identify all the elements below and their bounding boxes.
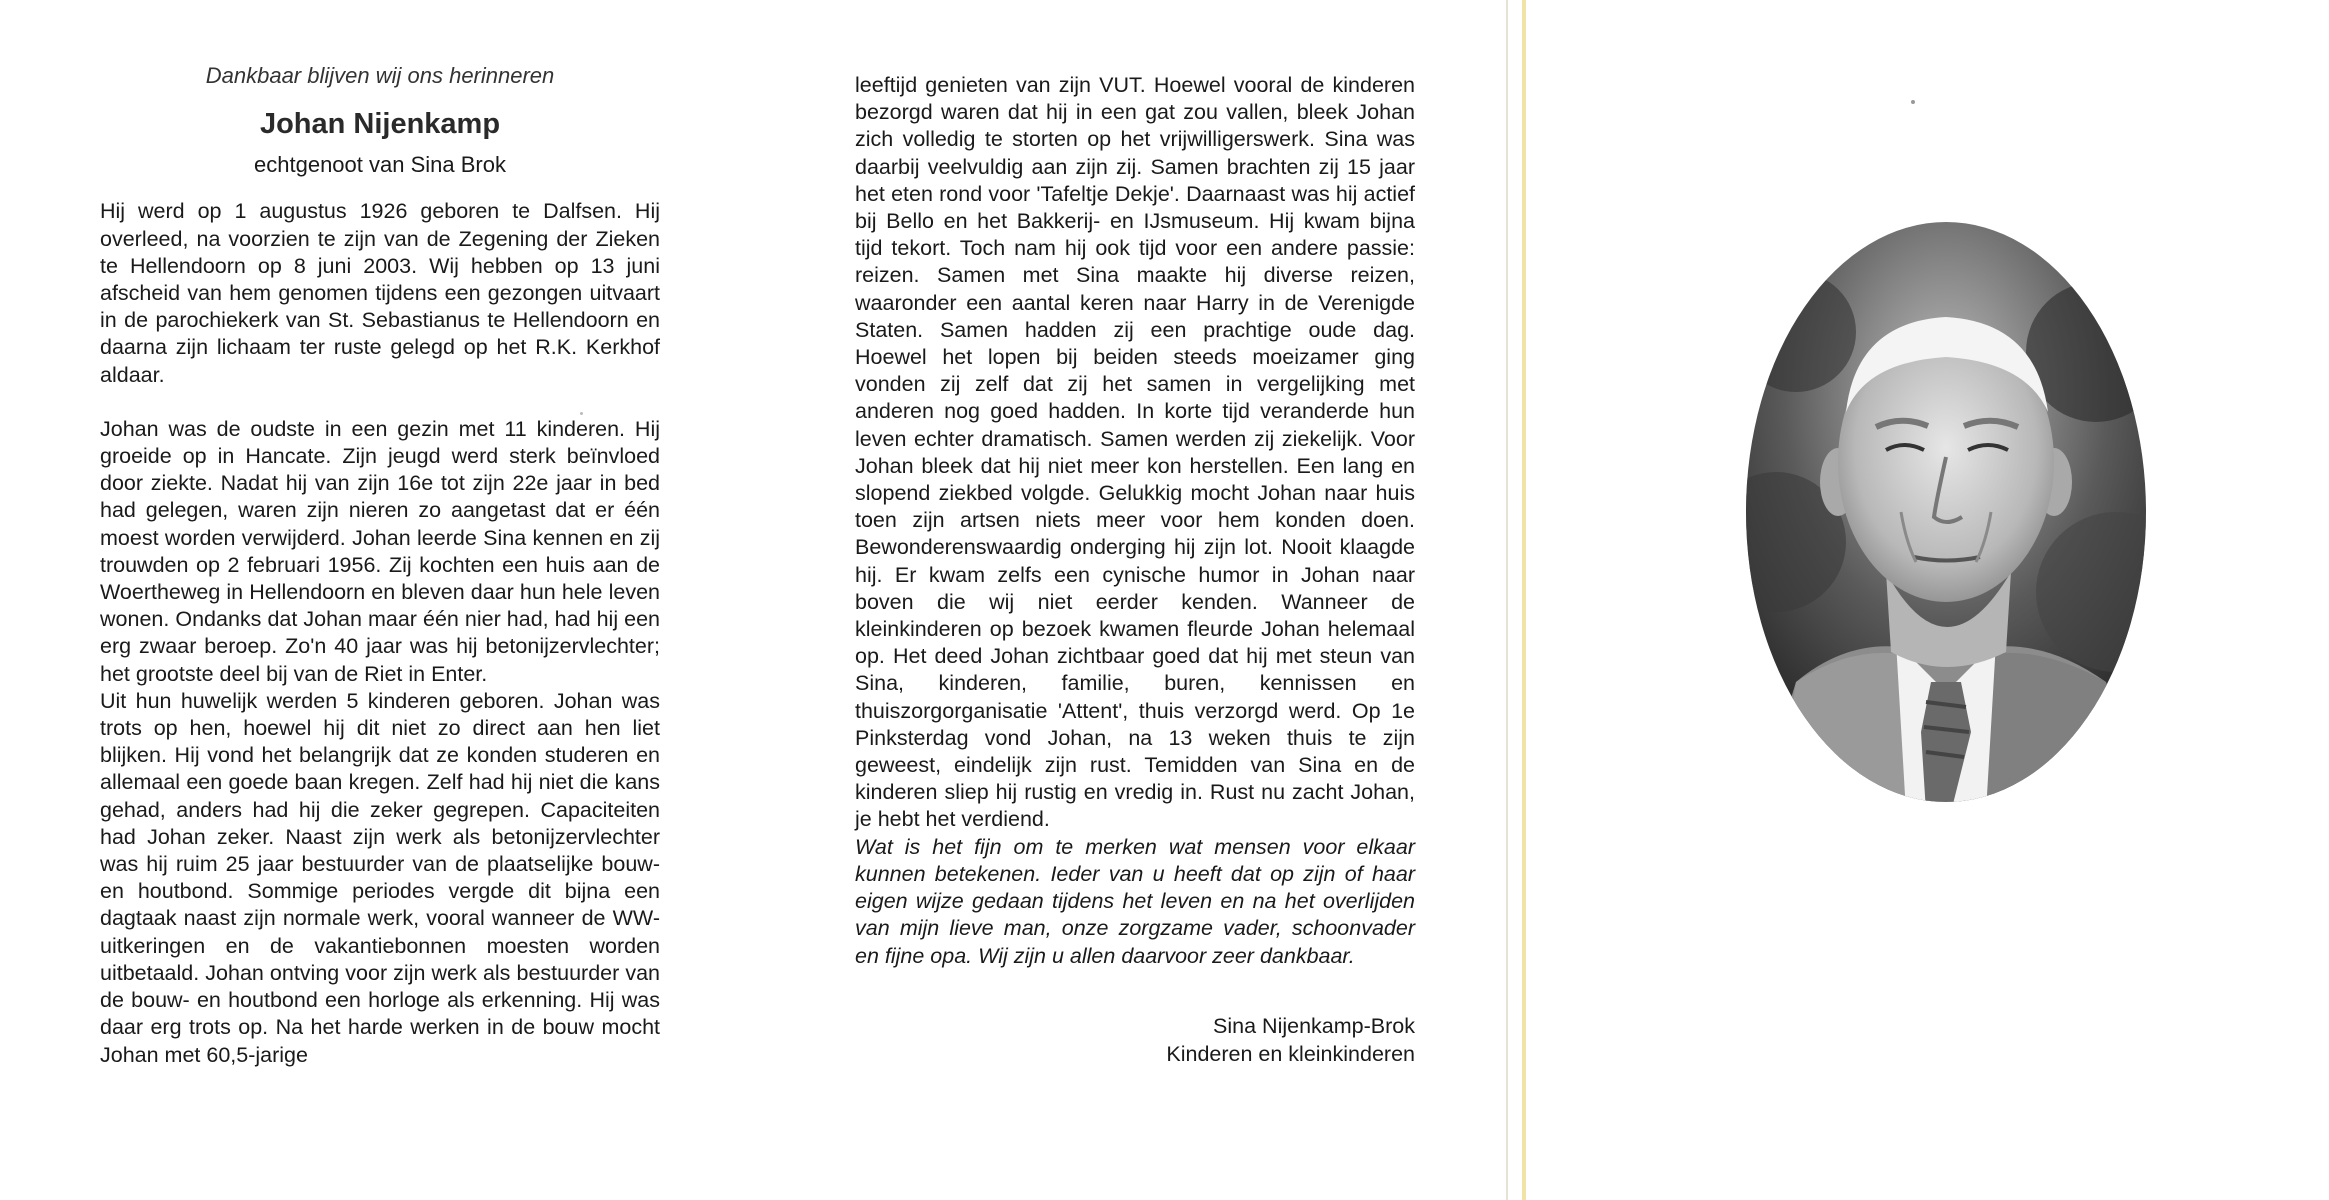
closing-thanks: Wat is het fijn om te merken wat mensen voor elkaar kunnen betekenen. Ieder van u heeft dat op zijn of haar eigen wijze gedaan tijdens het leven en na het overlijden van mijn lieve man, onze zorgzame vader, schoonvader en fijne opa. Wij zijn u allen daarvoor zeer dankbaar. (855, 834, 1415, 968)
card-edge (1522, 0, 1526, 1200)
paragraph-birth-death: Hij werd op 1 augustus 1926 geboren te Dalfsen. Hij overleed, na voorzien te zijn van de Zegening der Zieken te Hellendoorn op 8 juni 2003. Wij hebben op 13 juni afscheid van hem genomen tijdens een gezongen uitvaart in de parochiekerk van St. Sebastianus te Hellendoorn en daarna zijn lichaam ter ruste gelegd op het R.K. Kerkhof aldaar. (100, 199, 660, 387)
signature-widow: Sina Nijenkamp-Brok (1213, 1013, 1415, 1038)
portrait-photo (1736, 212, 2156, 812)
signature-family: Kinderen en kleinkinderen (1166, 1041, 1415, 1066)
paper-speck (1911, 100, 1915, 104)
left-column (100, 62, 660, 1069)
paragraph-retirement: leeftijd genieten van zijn VUT. Hoewel vooral de kinderen bezorgd waren dat hij in een gat zou vallen, bleek Johan zich volledig te storten op het vrijwilligerswerk. Sina was daarbij veelvuldig aan zijn zij. Samen brachten zij 15 jaar het eten rond voor 'Tafeltje Dekje'. Daarnaast was hij actief bij Bello en het Bakkerij- en IJsmuseum. Hij kwam bijna tijd tekort. Toch nam hij ook tijd voor een andere passie: reizen. Samen met Sina maakte hij diverse reizen, waaronder een aantal keren naar Harry in de Verenigde Staten. Samen hadden zij een prachtige oude dag. Hoewel het lopen bij beiden steeds moeizamer ging vonden zij zelf dat zij het samen in vergelijking met anderen nog goed hadden. In korte tijd veranderde hun leven echter dramatisch. Samen werden zij ziekelijk. Voor Johan bleek dat hij niet meer kon herstellen. Een lang en slopend ziekbed volgde. Gelukkig mocht Johan naar huis toen zijn artsen niets meer voor hem konden doen. Bewonderenswaardig onderging hij zijn lot. Nooit klaagde hij. Er kwam zelfs een cynische humor in Johan naar boven die wij niet eerder kenden. Wanneer de kleinkinderen op bezoek kwamen fleurde Johan helemaal op. Het deed Johan zichtbaar goed dat hij met steun van Sina, kinderen, familie, buren, kennissen en thuiszorgorganisatie 'Attent', thuis verzorgd werd. Op 1e Pinksterdag vond Johan, na 13 weken thuis te zijn geweest, eindelijk zijn rust. Temidden van Sina en de kinderen sliep hij rustig en vredig in. Rust nu zacht Johan, je hebt het verdiend. (855, 73, 1415, 832)
spouse-subtitle: echtgenoot van Sina Brok (254, 152, 506, 178)
card-fold-shadow (1506, 0, 1508, 1200)
motto: Dankbaar blijven wij ons herinneren (205, 63, 555, 88)
paragraph-youth: Johan was de oudste in een gezin met 11 kinderen. Hij groeide op in Hancate. Zijn jeugd werd sterk beïnvloed door ziekte. Nadat hij van zijn 16e tot zijn 22e jaar in bed had gelegen, waren zijn nieren zo aangetast dat er één moest worden verwijderd. Johan leerde Sina kennen en zij trouwden op 2 februari 1956. Zij kochten een huis aan de Woertheweg in Hellendoorn en bleven daar hun hele leven wonen. Ondanks dat Johan maar één nier had, had hij een erg zwaar beroep. Zo'n 40 jaar was hij betonijzervlechter; het grootste deel bij van de Riet in Enter. (100, 416, 660, 686)
paper-speck (580, 412, 583, 415)
middle-column (855, 72, 1415, 1068)
signature (855, 1012, 1415, 1068)
paragraph-family-work: Uit hun huwelijk werden 5 kinderen geboren. Johan was trots op hen, hoewel hij dit niet zo direct aan hen liet blijken. Hij vond het belangrijk dat ze konden studeren en allemaal een goede baan kregen. Zelf had hij niet die kans gehad, anders had hij die zeker gegrepen. Capaciteiten had Johan zeker. Naast zijn werk als betonijzervlechter was hij ruim 25 jaar bestuurder van de plaatselijke bouw- en houtbond. Sommige periodes vergde dit bijna een dagtaak naast zijn normale werk, vooral wanneer de WW-uitkeringen en de vakantiebonnen moesten worden uitbetaald. Johan ontving voor zijn werk als bestuurder van de bouw- en houtbond een horloge als erkenning. Hij was daar erg trots op. Na het harde werken in de bouw mocht Johan met 60,5-jarige (100, 688, 660, 1067)
deceased-name: Johan Nijenkamp (259, 108, 501, 141)
